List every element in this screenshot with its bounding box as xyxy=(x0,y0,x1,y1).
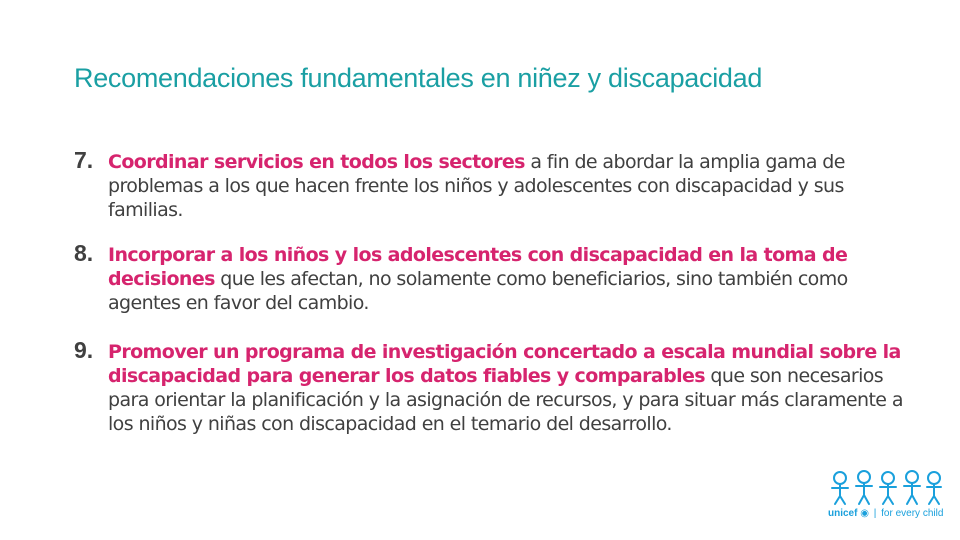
item-highlight: Incorporar a los niños y los adolescentes con discapacidad en la toma de decisiones xyxy=(108,244,848,290)
unicef-emblem-icon: ◉ xyxy=(860,508,869,519)
children-illustration-icon xyxy=(826,466,946,506)
unicef-logo xyxy=(826,466,946,526)
item-number: 8. xyxy=(74,240,94,266)
item-number: 7. xyxy=(74,147,94,173)
item-text xyxy=(108,243,908,315)
logo-tagline: for every child xyxy=(881,508,944,519)
item-rest: que les afectan, no solamente como beneficiarios, sino también como agentes en favor del cambio. xyxy=(108,268,848,314)
item-rest: que son necesarios para orientar la planificación y la asignación de recursos, y para situar más claramente a los niños y niñas con discapacidad en el temario del desarrollo. xyxy=(108,365,903,435)
logo-brand: unicef xyxy=(828,508,858,519)
logo-wordmark xyxy=(828,508,946,519)
item-rest: a fin de abordar la amplia gama de problemas a los que hacen frente los niños y adolescentes con discapacidad y sus familias. xyxy=(108,151,845,221)
item-text xyxy=(108,340,908,436)
item-highlight: Coordinar servicios en todos los sectores xyxy=(108,151,525,173)
logo-separator: | xyxy=(873,508,877,519)
item-text xyxy=(108,150,908,222)
item-highlight: Promover un programa de investigación concertado a escala mundial sobre la discapacidad para generar los datos fiables y comparables xyxy=(108,341,901,387)
item-number: 9. xyxy=(74,337,94,363)
slide-title: Recomendaciones fundamentales en niñez y discapacidad xyxy=(74,63,763,93)
